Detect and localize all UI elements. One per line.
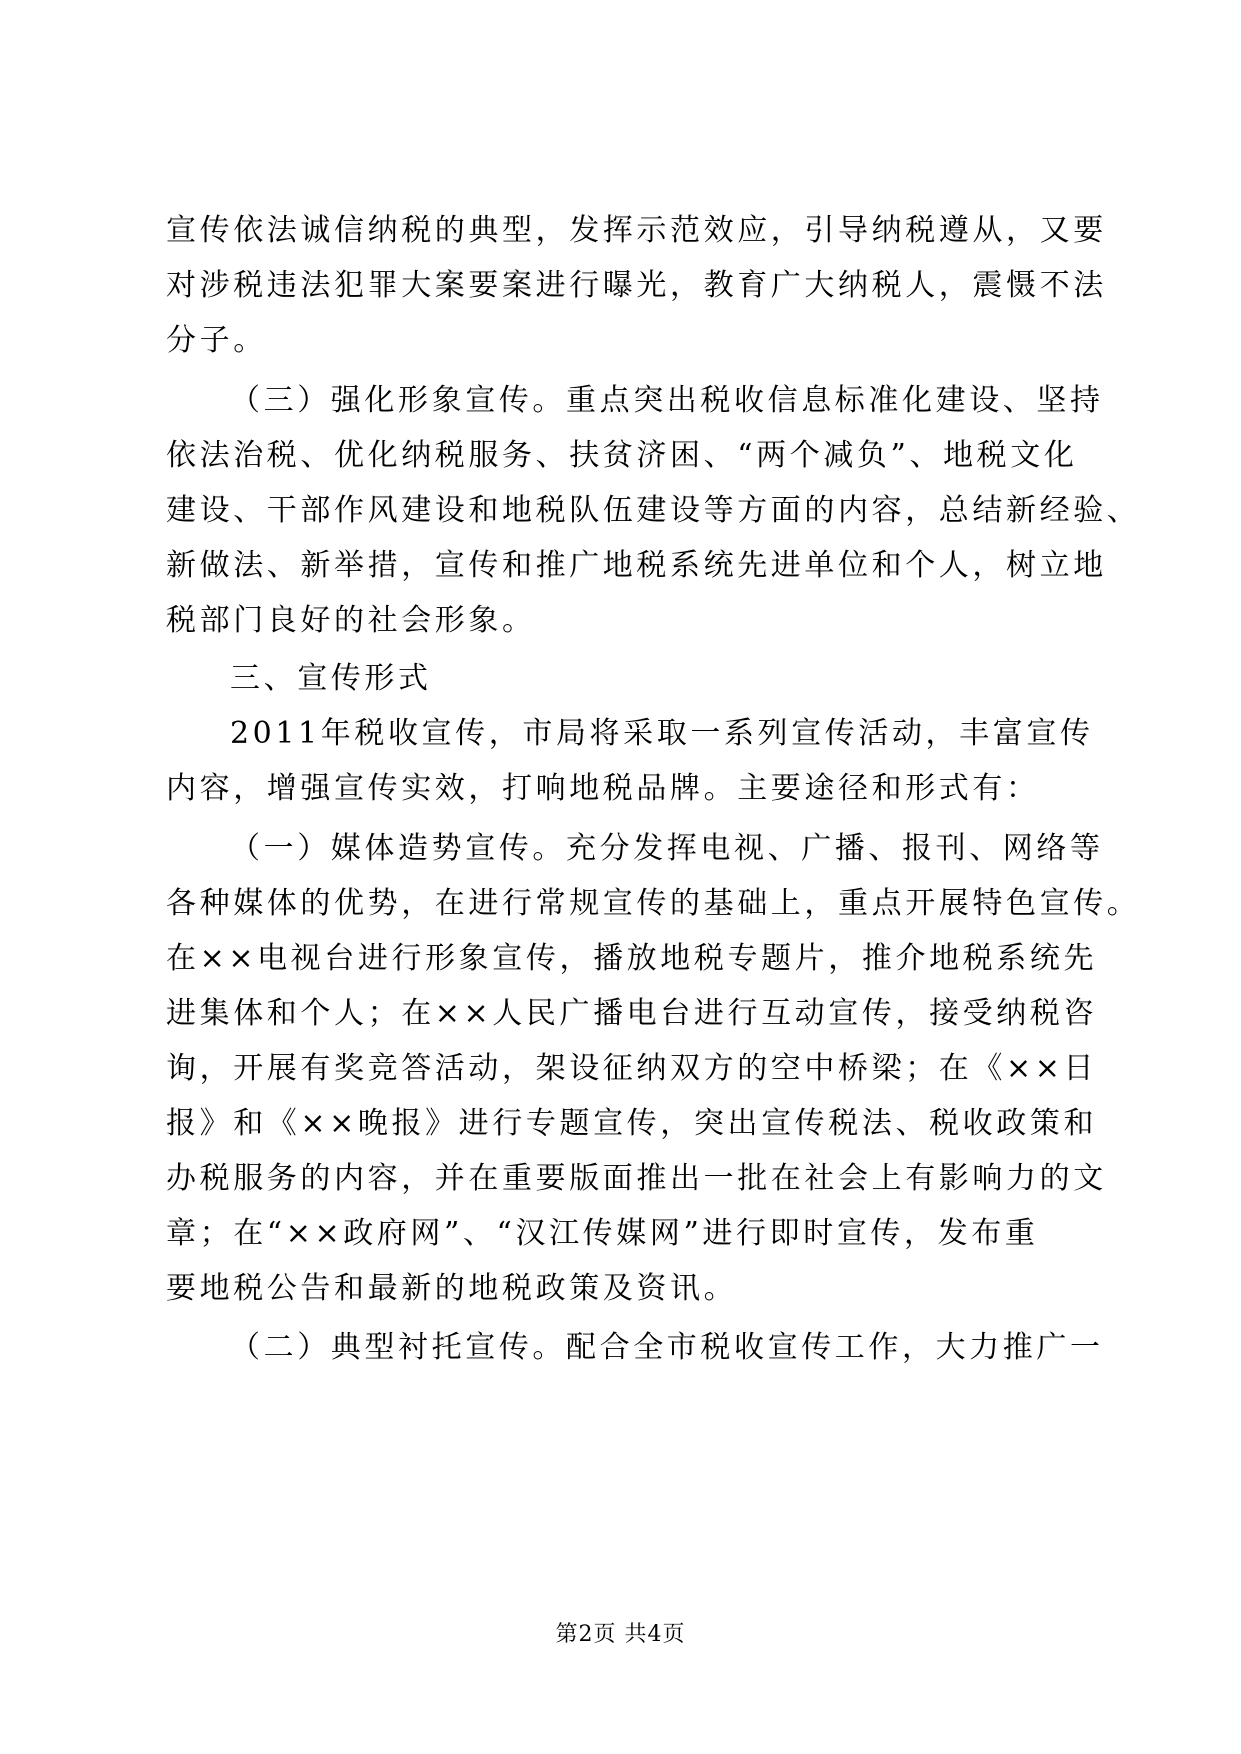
body-line: 办税服务的内容，并在重要版面推出一批在社会上有影响力的文 xyxy=(166,1161,1107,1196)
paragraph-first-line: 2011年税收宣传，市局将采取一系列宣传活动，丰富宣传 xyxy=(230,716,1094,751)
body-line: 各种媒体的优势，在进行常规宣传的基础上，重点开展特色宣传。 xyxy=(166,886,1141,921)
body-line: 询，开展有奖竞答活动，架设征纳双方的空中桥梁；在《××日 xyxy=(166,1051,1098,1086)
body-line: 分子。 xyxy=(166,323,267,358)
paragraph-first-line: （二）典型衬托宣传。配合全市税收宣传工作，大力推广一 xyxy=(230,1330,1104,1365)
body-line: 要地税公告和最新的地税政策及资讯。 xyxy=(166,1271,738,1306)
paragraph-first-line: （一）媒体造势宣传。充分发挥电视、广播、报刊、网络等 xyxy=(230,831,1104,866)
paragraph-first-line: （三）强化形象宣传。重点突出税收信息标准化建设、坚持 xyxy=(230,383,1104,418)
body-line: 进集体和个人；在××人民广播电台进行互动宣传，接受纳税咨 xyxy=(166,996,1098,1031)
body-line: 报》和《××晚报》进行专题宣传，突出宣传税法、税收政策和 xyxy=(166,1106,1098,1141)
body-line: 宣传依法诚信纳税的典型，发挥示范效应，引导纳税遵从，又要 xyxy=(166,213,1107,248)
body-line: 内容，增强宣传实效，打响地税品牌。主要途径和形式有： xyxy=(166,771,1040,806)
body-line: 在××电视台进行形象宣传，播放地税专题片，推介地税系统先 xyxy=(166,941,1098,976)
body-line: 税部门良好的社会形象。 xyxy=(166,603,536,638)
body-line: 章；在“××政府网”、“汉江传媒网”进行即时宣传，发布重 xyxy=(166,1216,1039,1251)
section-heading: 三、宣传形式 xyxy=(230,661,432,696)
body-line: 新做法、新举措，宣传和推广地税系统先进单位和个人，树立地 xyxy=(166,548,1107,583)
body-line: 依法治税、优化纳税服务、扶贫济困、“两个减负”、地税文化 xyxy=(166,438,1078,473)
body-line: 对涉税违法犯罪大案要案进行曝光，教育广大纳税人，震慑不法 xyxy=(166,268,1107,303)
page-footer: 第2页 共4页 xyxy=(555,1622,686,1647)
body-line: 建设、干部作风建设和地税队伍建设等方面的内容，总结新经验、 xyxy=(166,493,1141,528)
